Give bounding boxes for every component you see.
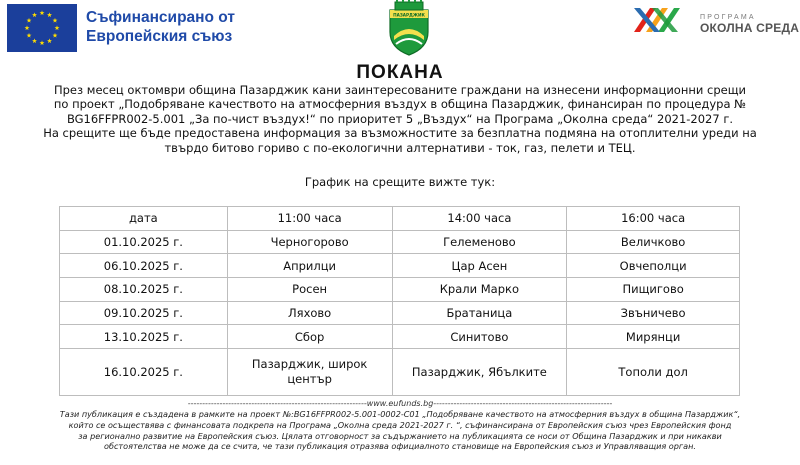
intro-line: През месец октомври община Пазарджик кани заинтересованите граждани на изнесени информационни срещи bbox=[53, 83, 746, 97]
header-date: дата bbox=[60, 207, 228, 231]
cell-16: Тополи дол bbox=[567, 349, 740, 396]
cell-date: 13.10.2025 г. bbox=[60, 325, 228, 349]
intro-text bbox=[14, 83, 786, 155]
program-logo-icon bbox=[630, 2, 686, 38]
table-row bbox=[60, 278, 740, 302]
table-row bbox=[60, 325, 740, 349]
cell-14: Крали Марко bbox=[392, 278, 567, 302]
eufunds-url-line: --------------------------------------------------------------www.eufunds.bg-------------------------------------------------------------- bbox=[187, 399, 613, 408]
table-header-row bbox=[60, 207, 740, 231]
pazardzhik-crest-icon bbox=[386, 0, 432, 56]
eu-flag-icon bbox=[7, 4, 77, 52]
cell-14: Гелеменово bbox=[392, 230, 567, 254]
cell-16: Пищигово bbox=[567, 278, 740, 302]
schedule-label: График на срещите вижте тук: bbox=[304, 175, 496, 189]
table-row bbox=[60, 349, 740, 396]
disclaimer-line: Тази публикация е създадена в рамките на проект №:BG16FFPR002-5.001-0002-C01 „Подобряване качеството на атмосферния въздух в община Пазарджик“, bbox=[59, 409, 741, 419]
cell-date: 01.10.2025 г. bbox=[60, 230, 228, 254]
header-14: 14:00 часа bbox=[392, 207, 567, 231]
cell-14: Цар Асен bbox=[392, 254, 567, 278]
table-row bbox=[60, 301, 740, 325]
cell-date: 06.10.2025 г. bbox=[60, 254, 228, 278]
intro-line: по проект „Подобряване качеството на атмосферния въздух в община Пазарджик, финансиран по процедура № bbox=[53, 97, 747, 112]
program-small-label: ПРОГРАМА bbox=[700, 14, 756, 21]
disclaimer-line: обстоятелства не може да се счита, че тази публикация отразява официалното становище на Европейския съюз и Управляващия орган. bbox=[104, 441, 696, 452]
invitation-title: ПОКАНА bbox=[356, 62, 444, 83]
cell-14: Братаница bbox=[392, 301, 567, 325]
eu-cofunded-label bbox=[86, 8, 235, 46]
cell-date: 08.10.2025 г. bbox=[60, 278, 228, 302]
page-header bbox=[0, 0, 800, 62]
cell-16: Величково bbox=[567, 230, 740, 254]
intro-line: твърдо битово гориво с по-екологични алтернативи - ток, газ, пелети и ТЕЦ. bbox=[164, 140, 636, 155]
cell-14: Пазарджик, Ябълките bbox=[392, 349, 567, 396]
program-name bbox=[700, 14, 799, 35]
eu-line-1: Съфинансирано от bbox=[86, 9, 235, 26]
table-row bbox=[60, 254, 740, 278]
cell-11: Росен bbox=[227, 278, 392, 302]
cell-11: Черногорово bbox=[227, 230, 392, 254]
header-16: 16:00 часа bbox=[567, 207, 740, 231]
cell-16: Звъничево bbox=[567, 301, 740, 325]
intro-line: На срещите ще бъде предоставена информация за възможностите за безплатна подмяна на отоплителни уреди на bbox=[43, 126, 757, 141]
disclaimer-text bbox=[10, 409, 790, 452]
disclaimer-line: за регионално развитие на Европейския съюз. Цялата отговорност за съдържанието на публикацията се носи от Община Пазарджик и при никакви bbox=[78, 430, 722, 441]
eu-line-2: Европейския съюз bbox=[86, 28, 233, 45]
cell-date: 09.10.2025 г. bbox=[60, 301, 228, 325]
cell-date: 16.10.2025 г. bbox=[60, 349, 228, 396]
cell-11: Пазарджик, широк център bbox=[227, 349, 392, 396]
cell-16: Овчеполци bbox=[567, 254, 740, 278]
header-11: 11:00 часа bbox=[227, 207, 392, 231]
disclaimer-line: който се осъществява с финансовата подкрепа на Програма „Околна среда 2021-2027 г. “, съфинансирана от Европейския съюз чрез Европейския фонд bbox=[68, 419, 732, 430]
table-row bbox=[60, 230, 740, 254]
crest-caption: ПАЗАРДЖИК bbox=[393, 12, 425, 18]
cell-11: Ляхово bbox=[227, 301, 392, 325]
cell-11: Априлци bbox=[227, 254, 392, 278]
intro-line: BG16FFPR002-5.001 „За по-чист въздух!“ по приоритет 5 „Въздух“ на Програма „Околна среда“ 2021-2027 г. bbox=[66, 111, 734, 126]
cell-11: Сбор bbox=[227, 325, 392, 349]
meetings-schedule-table bbox=[59, 206, 740, 396]
program-big-label: ОКОЛНА СРЕДА bbox=[700, 21, 800, 35]
cell-16: Мирянци bbox=[567, 325, 740, 349]
cell-14: Синитово bbox=[392, 325, 567, 349]
